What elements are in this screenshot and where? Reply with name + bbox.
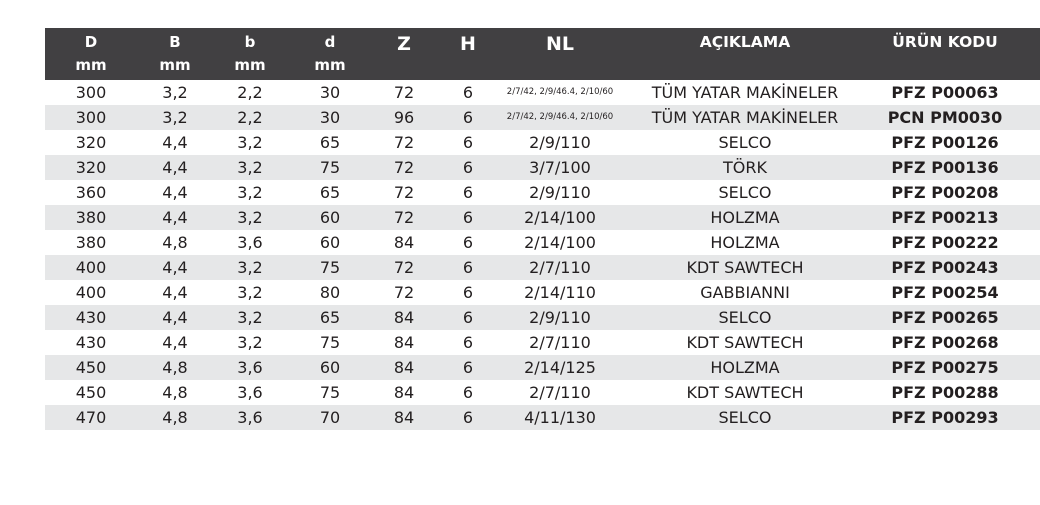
cell-B: 4,4 xyxy=(162,158,188,177)
cell-urun-kodu: PFZ P00275 xyxy=(891,358,999,377)
cell-B: 3,2 xyxy=(162,83,188,102)
cell-b: 2,2 xyxy=(237,83,263,102)
cell-H: 6 xyxy=(462,133,474,152)
cell-NL: 2/14/100 xyxy=(524,233,596,252)
cell-NL: 2/7/42, 2/9/46.4, 2/10/60 xyxy=(506,87,614,97)
table-row xyxy=(45,380,1040,405)
cell-D: 380 xyxy=(75,208,107,227)
col-header-H: H xyxy=(460,33,476,55)
table-row xyxy=(45,205,1040,230)
cell-aciklama: TÖRK xyxy=(723,158,767,177)
cell-aciklama: KDT SAWTECH xyxy=(686,333,804,352)
cell-B: 4,4 xyxy=(162,333,188,352)
table-row xyxy=(45,105,1040,130)
cell-urun-kodu: PFZ P00063 xyxy=(891,83,999,102)
cell-aciklama: SELCO xyxy=(718,133,772,152)
cell-b: 3,2 xyxy=(237,283,263,302)
cell-urun-kodu: PFZ P00136 xyxy=(891,158,999,177)
cell-D: 430 xyxy=(75,308,107,327)
cell-urun-kodu: PFZ P00213 xyxy=(891,208,999,227)
cell-D: 320 xyxy=(75,133,107,152)
cell-urun-kodu: PFZ P00288 xyxy=(891,383,999,402)
cell-NL: 2/7/110 xyxy=(529,258,591,277)
cell-urun-kodu: PFZ P00126 xyxy=(891,133,999,152)
cell-Z: 96 xyxy=(393,108,415,127)
cell-Z: 72 xyxy=(393,83,415,102)
cell-H: 6 xyxy=(462,333,474,352)
cell-aciklama: KDT SAWTECH xyxy=(686,258,804,277)
table-row xyxy=(45,130,1040,155)
cell-D: 300 xyxy=(75,108,107,127)
table-row xyxy=(45,305,1040,330)
cell-NL: 2/9/110 xyxy=(529,308,591,327)
cell-B: 4,4 xyxy=(162,183,188,202)
cell-b: 3,2 xyxy=(237,333,263,352)
cell-H: 6 xyxy=(462,208,474,227)
cell-H: 6 xyxy=(462,83,474,102)
cell-d: 65 xyxy=(319,308,341,327)
cell-B: 4,4 xyxy=(162,133,188,152)
cell-urun-kodu: PFZ P00254 xyxy=(891,283,999,302)
col-header-Z: Z xyxy=(397,33,411,55)
cell-aciklama: KDT SAWTECH xyxy=(686,383,804,402)
table-header xyxy=(45,28,1040,80)
cell-aciklama: TÜM YATAR MAKİNELER xyxy=(651,108,839,127)
cell-Z: 72 xyxy=(393,208,415,227)
cell-B: 4,8 xyxy=(162,408,188,427)
cell-urun-kodu: PFZ P00208 xyxy=(891,183,999,202)
cell-Z: 84 xyxy=(393,333,415,352)
cell-aciklama: SELCO xyxy=(718,408,772,427)
table-row xyxy=(45,155,1040,180)
cell-b: 3,6 xyxy=(237,383,263,402)
cell-Z: 72 xyxy=(393,283,415,302)
cell-urun-kodu: PFZ P00243 xyxy=(891,258,999,277)
cell-D: 470 xyxy=(75,408,107,427)
cell-urun-kodu: PFZ P00268 xyxy=(891,333,999,352)
cell-H: 6 xyxy=(462,283,474,302)
cell-aciklama: HOLZMA xyxy=(710,233,780,252)
cell-b: 3,2 xyxy=(237,133,263,152)
cell-NL: 2/7/110 xyxy=(529,333,591,352)
cell-b: 3,2 xyxy=(237,208,263,227)
cell-d: 80 xyxy=(319,283,341,302)
col-header-aciklama: AÇIKLAMA xyxy=(699,33,791,51)
cell-B: 4,8 xyxy=(162,233,188,252)
cell-aciklama: SELCO xyxy=(718,308,772,327)
cell-NL: 2/7/42, 2/9/46.4, 2/10/60 xyxy=(506,112,614,122)
cell-D: 360 xyxy=(75,183,107,202)
table-row xyxy=(45,405,1040,430)
cell-d: 30 xyxy=(319,108,341,127)
cell-b: 2,2 xyxy=(237,108,263,127)
cell-Z: 72 xyxy=(393,133,415,152)
cell-H: 6 xyxy=(462,308,474,327)
cell-D: 450 xyxy=(75,383,107,402)
cell-Z: 84 xyxy=(393,233,415,252)
cell-H: 6 xyxy=(462,383,474,402)
col-header-d: d mm xyxy=(314,33,346,74)
cell-Z: 72 xyxy=(393,158,415,177)
table-row xyxy=(45,355,1040,380)
cell-aciklama: HOLZMA xyxy=(710,208,780,227)
cell-H: 6 xyxy=(462,158,474,177)
col-header-b: b mm xyxy=(234,33,266,74)
cell-Z: 84 xyxy=(393,408,415,427)
cell-NL: 4/11/130 xyxy=(524,408,596,427)
cell-d: 65 xyxy=(319,183,341,202)
cell-B: 4,4 xyxy=(162,283,188,302)
cell-urun-kodu: PCN PM0030 xyxy=(887,108,1003,127)
table-row xyxy=(45,255,1040,280)
cell-Z: 72 xyxy=(393,258,415,277)
cell-D: 400 xyxy=(75,283,107,302)
cell-b: 3,2 xyxy=(237,183,263,202)
cell-B: 4,4 xyxy=(162,308,188,327)
cell-NL: 2/14/125 xyxy=(524,358,596,377)
cell-D: 320 xyxy=(75,158,107,177)
table-row xyxy=(45,180,1040,205)
cell-B: 3,2 xyxy=(162,108,188,127)
cell-NL: 2/14/100 xyxy=(524,208,596,227)
cell-b: 3,2 xyxy=(237,308,263,327)
cell-d: 75 xyxy=(319,258,341,277)
cell-aciklama: HOLZMA xyxy=(710,358,780,377)
product-table xyxy=(45,28,1040,430)
cell-b: 3,2 xyxy=(237,258,263,277)
table-row xyxy=(45,280,1040,305)
cell-d: 75 xyxy=(319,158,341,177)
cell-b: 3,6 xyxy=(237,408,263,427)
cell-d: 60 xyxy=(319,358,341,377)
cell-d: 60 xyxy=(319,208,341,227)
cell-b: 3,6 xyxy=(237,233,263,252)
table-row xyxy=(45,80,1040,105)
cell-Z: 84 xyxy=(393,308,415,327)
cell-B: 4,8 xyxy=(162,358,188,377)
cell-B: 4,8 xyxy=(162,383,188,402)
cell-urun-kodu: PFZ P00265 xyxy=(891,308,999,327)
cell-NL: 2/7/110 xyxy=(529,383,591,402)
col-header-urun-kodu: ÜRÜN KODU xyxy=(892,33,998,51)
cell-NL: 2/9/110 xyxy=(529,133,591,152)
cell-H: 6 xyxy=(462,183,474,202)
cell-D: 430 xyxy=(75,333,107,352)
cell-H: 6 xyxy=(462,408,474,427)
cell-H: 6 xyxy=(462,108,474,127)
cell-NL: 2/14/110 xyxy=(524,283,596,302)
cell-urun-kodu: PFZ P00222 xyxy=(891,233,999,252)
cell-d: 65 xyxy=(319,133,341,152)
table-body xyxy=(45,80,1040,430)
cell-H: 6 xyxy=(462,258,474,277)
cell-aciklama: TÜM YATAR MAKİNELER xyxy=(651,83,839,102)
cell-d: 30 xyxy=(319,83,341,102)
cell-B: 4,4 xyxy=(162,208,188,227)
cell-b: 3,2 xyxy=(237,158,263,177)
cell-d: 75 xyxy=(319,383,341,402)
cell-urun-kodu: PFZ P00293 xyxy=(891,408,999,427)
col-header-D: D mm xyxy=(75,33,107,74)
table-row xyxy=(45,330,1040,355)
cell-D: 380 xyxy=(75,233,107,252)
cell-Z: 84 xyxy=(393,358,415,377)
cell-D: 400 xyxy=(75,258,107,277)
cell-aciklama: SELCO xyxy=(718,183,772,202)
table-row xyxy=(45,230,1040,255)
col-header-B: B mm xyxy=(159,33,191,74)
cell-aciklama: GABBIANNI xyxy=(700,283,790,302)
cell-Z: 72 xyxy=(393,183,415,202)
cell-B: 4,4 xyxy=(162,258,188,277)
cell-H: 6 xyxy=(462,358,474,377)
cell-d: 60 xyxy=(319,233,341,252)
cell-d: 75 xyxy=(319,333,341,352)
cell-D: 300 xyxy=(75,83,107,102)
cell-Z: 84 xyxy=(393,383,415,402)
col-header-NL: NL xyxy=(545,33,574,55)
cell-D: 450 xyxy=(75,358,107,377)
cell-d: 70 xyxy=(319,408,341,427)
cell-NL: 2/9/110 xyxy=(529,183,591,202)
cell-NL: 3/7/100 xyxy=(529,158,591,177)
cell-H: 6 xyxy=(462,233,474,252)
cell-b: 3,6 xyxy=(237,358,263,377)
